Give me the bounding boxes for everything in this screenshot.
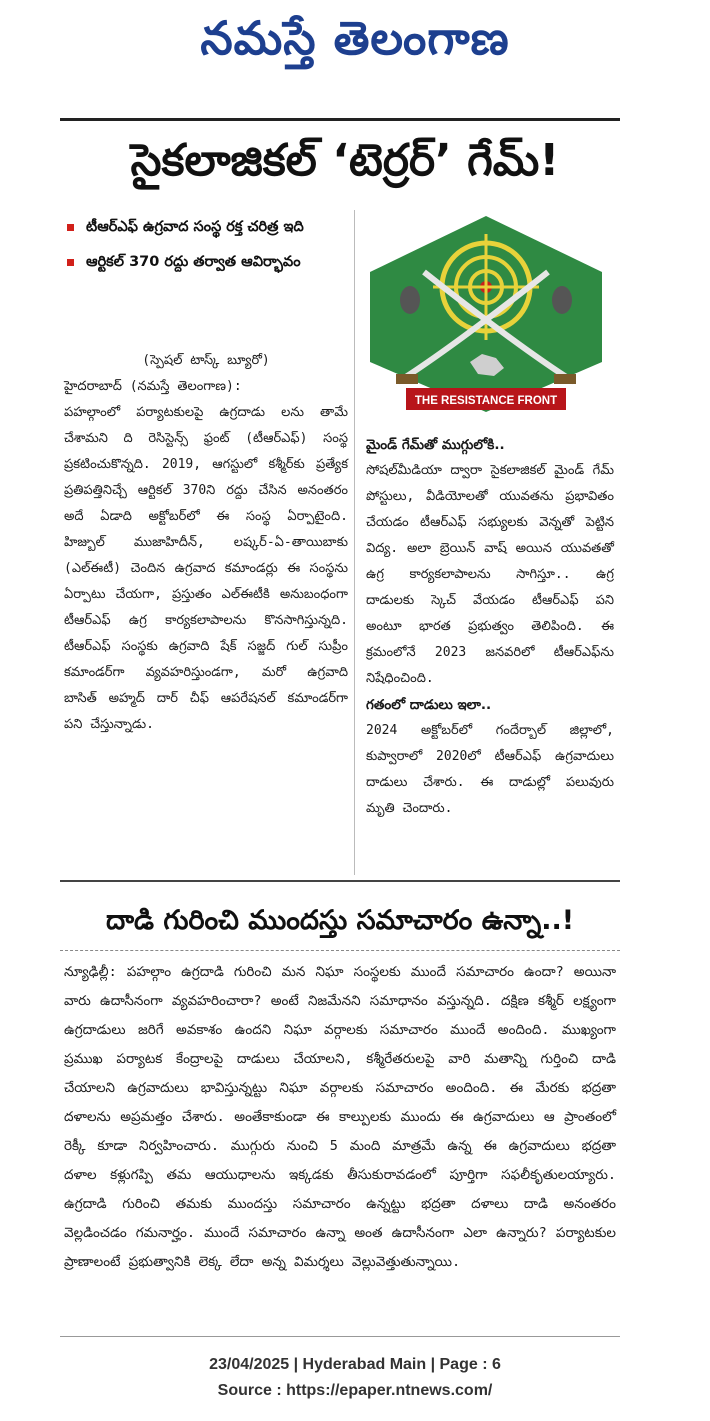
resistance-front-logo	[358, 212, 614, 417]
section-text: 2024 అక్టోబర్‌లో గందేర్బాల్ జిల్లాలో, కుప్వారాలో 2020లో టీఆర్ఎఫ్ ఉగ్రవాదులు దాడులు చేశారు. ఈ దాడుల్లో పలువురు మృతి చెందారు.	[366, 723, 614, 816]
masthead-title: నమస్తే తెలంగాణ	[200, 11, 510, 65]
bullet-list	[64, 210, 344, 280]
section-divider	[60, 880, 620, 882]
bullet-item	[64, 245, 344, 280]
secondary-headline: దాడి గురించి ముందస్తు సమాచారం ఉన్నా..!	[105, 905, 575, 936]
logo-emblem-icon	[358, 212, 614, 417]
section-heading: గతంలో దాడులు ఇలా..	[366, 697, 492, 713]
article-body-left: పహల్గాంలో పర్యాటకులపై ఉగ్రదాడు లను తామే చేశామని ది రెసిస్టెన్స్ ఫ్రంట్ (టీఆర్ఎఫ్) సంస్థ ప్రకటించుకొన్నది. 2019, ఆగస్టులో కశ్మీర్‌కు ప్రత్యేక ప్రతిపత్తినిచ్చే ఆర్టికల్ 370ని రద్దు చేసిన అనంతరం అదే ఏడాది అక్టోబర్‌లో ఈ సంస్థ ఏర్పాటైంది. హిజ్బుల్ ముజాహిదీన్, లష్కర్-ఏ-తాయిబాకు (ఎల్ఈటీ) చెందిన ఉగ్రవాద కమాండర్లు ఈ సంస్థను ఏర్పాటు చేయగా, ప్రస్తుతం ఎల్ఈటీకి అనుబంధంగా టీఆర్ఎఫ్ ఉగ్ర కార్యకలాపాలను కొనసాగిస్తున్నది. టీఆర్ఎఫ్ సంస్థకు ఉగ్రవాది షేక్ సజ్జద్ గుల్ సుప్రీం కమాండర్‌గా వ్యవహరిస్తుండగా, మరో ఉగ్రవాది బాసిత్ అహ్మద్ దార్ చీఫ్ ఆపరేషనల్ కమాండర్‌గా పని చేస్తున్నాడు.	[64, 405, 348, 732]
column-divider	[354, 210, 355, 875]
headline-underline	[60, 950, 620, 952]
dateline: హైదరాబాద్ (నమస్తే తెలంగాణ):	[64, 379, 242, 394]
footer-source-link[interactable]: Source : https://epaper.ntnews.com/	[217, 1382, 493, 1399]
article-bottom-rule	[60, 1336, 620, 1337]
byline: (స్పెషల్ టాస్క్ బ్యూరో)	[142, 353, 270, 368]
page-footer	[0, 1352, 710, 1404]
secondary-body-text: న్యూఢిల్లీ: పహల్గాం ఉగ్రదాడి గురించి మన నిఘా సంస్థలకు ముందే సమాచారం ఉందా? అయినా వారు ఉదాసీనంగా వ్యవహరించారా? అంటే నిజమేనని సమాధానం వస్తున్నది. దక్షిణ కశ్మీర్ లక్ష్యంగా ఉగ్రదాడులు జరిగే అవకాశం ఉందని నిఘా వర్గాలకు సమాచారం ముందే అందింది. ముఖ్యంగా ప్రముఖ పర్యాటక కేంద్రాలపై దాడులు చేయాలని, కశ్మీరేతరులపై వారి మతాన్ని గుర్తించి దాడి చేయాలని ఉగ్రవాదులు భావిస్తున్నట్టు నిఘా వర్గాలకు సమాచారం అందింది. ఈ మేరకు భద్రతా దళాలను అప్రమత్తం చేశారు. అంతేకాకుండా ఈ కాల్పులకు ముందు ఈ ఉగ్రవాదులు ఆ ప్రాంతంలో రెక్కీ కూడా నిర్వహించారు. ముగ్గురు నుంచి 5 మంది మాత్రమే ఉన్న ఈ ఉగ్రవాదులు భద్రతా దళాల కళ్లుగప్పి తమ ఆయుధాలను ఇక్కడకు తీసుకురావడంలో పూర్తిగా సఫలీకృతులయ్యారు. ఉగ్రదాడి గురించి తమకు ముందస్తు సమాచారం ఉన్నట్టు భద్రతా దళాలు దాడి అనంతరం వెల్లడించడం గమనార్హం. ముందే సమాచారం ఉన్నా అంత ఉదాసీనంగా ఎలా ఉన్నారు? పర్యాటకుల ప్రాణాలంటే ప్రభుత్వానికి లెక్క లేదా అన్న విమర్శలు వెల్లువెత్తుతున్నాయి.	[64, 964, 616, 1270]
section-text: సోషల్‌మీడియా ద్వారా సైకలాజికల్ మైండ్ గేమ్ పోస్టులు, వీడియోలతో యువతను ప్రభావితం చేయడం టీఆర్ఎఫ్ సభ్యులకు వెన్నతో పెట్టిన విద్య. అలా బ్రెయిన్ వాష్ అయిన యువతతో ఉగ్ర కార్యకలాపాలను సాగిస్తూ.. ఉగ్ర దాడులకు స్కెచ్ వేయడం టీఆర్ఎఫ్ పని అంటూ భారత ప్రభుత్వం తెలిపింది. ఈ క్రమంలోనే 2023 జనవరిలో టీఆర్ఎఫ్‌ను నిషేధించింది.	[366, 463, 614, 686]
section-heading: మైండ్ గేమ్‌తో ముగ్గులోకి..	[366, 437, 505, 453]
logo-caption: THE RESISTANCE FRONT	[414, 395, 558, 407]
masthead-rule	[60, 118, 620, 121]
footer-edition-info: 23/04/2025 | Hyderabad Main | Page : 6	[209, 1356, 501, 1373]
bullet-item	[64, 210, 344, 245]
bullet-marker-icon	[67, 259, 74, 266]
article-body-secondary	[64, 958, 616, 1277]
bullet-text: టీఆర్ఎఫ్ ఉగ్రవాద సంస్థ రక్త చరిత్ర ఇది	[86, 219, 304, 235]
bullet-marker-icon	[67, 224, 74, 231]
article-left-column	[64, 348, 348, 738]
article-right-column	[366, 432, 614, 822]
bullet-text: ఆర్టికల్ 370 రద్దు తర్వాత ఆవిర్భావం	[86, 254, 301, 270]
main-headline: సైకలాజికల్ ‘టెర్రర్’ గేమ్!	[130, 135, 560, 186]
